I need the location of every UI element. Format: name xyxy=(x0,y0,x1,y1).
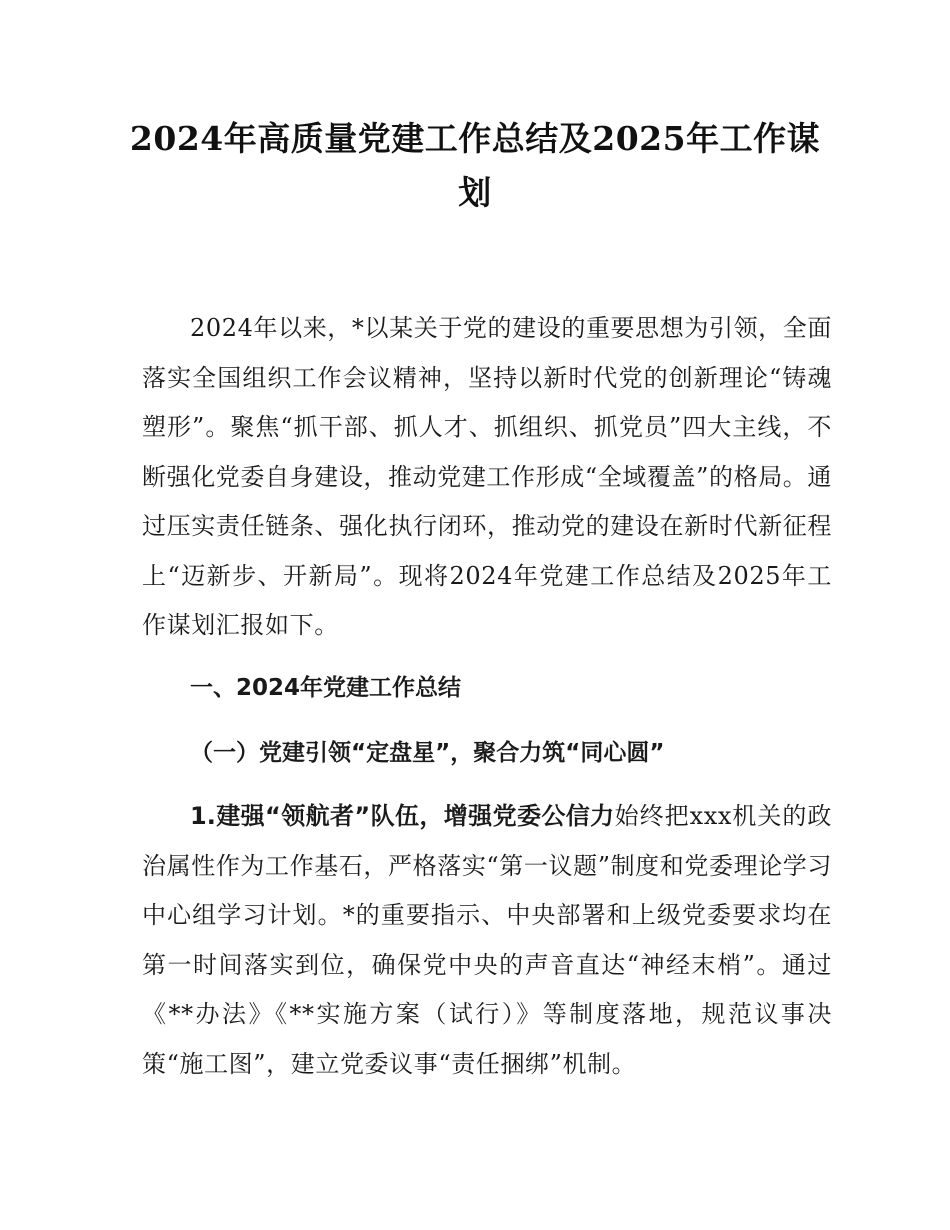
subsection-heading-1: （一）党建引领“定盘星”，聚合力筑“同心圆” xyxy=(190,740,665,766)
item-lead-text: 1.建强“领航者”队伍，增强党委公信力 xyxy=(190,802,615,830)
document-title: 2024年高质量党建工作总结及2025年工作谋划 xyxy=(129,119,821,212)
intro-paragraph: 2024年以来，*以某关于党的建设的重要思想为引领，全面落实全国组织工作会议精神，坚持以新时代党的创新理论“铸魂塑形”。聚焦“抓干部、抓人才、抓组织、抓党员”四大主线，不断强化党委自身建设，推动党建工作形成“全域覆盖”的格局。通过压实责任链条、强化执行闭环，推动党的建设在新时代新征程上“迈新步、开新局”。现将2024年党建工作总结及2025年工作谋划汇报如下。 xyxy=(142,314,832,639)
item-body-text: 始终把xxx机关的政治属性作为工作基石，严格落实“第一议题”制度和党委理论学习中心组学习计划。*的重要指示、中央部署和上级党委要求均在第一时间落实到位，确保党中央的声音直达“神经末梢”。通过《**办法》《**实施方案（试行）》等制度落地，规范议事决策“施工图”，建立党委议事“责任捆绑”机制。 xyxy=(142,802,832,1078)
item-paragraph-1 xyxy=(142,792,832,1089)
section-heading-1: 一、2024年党建工作总结 xyxy=(190,675,462,701)
